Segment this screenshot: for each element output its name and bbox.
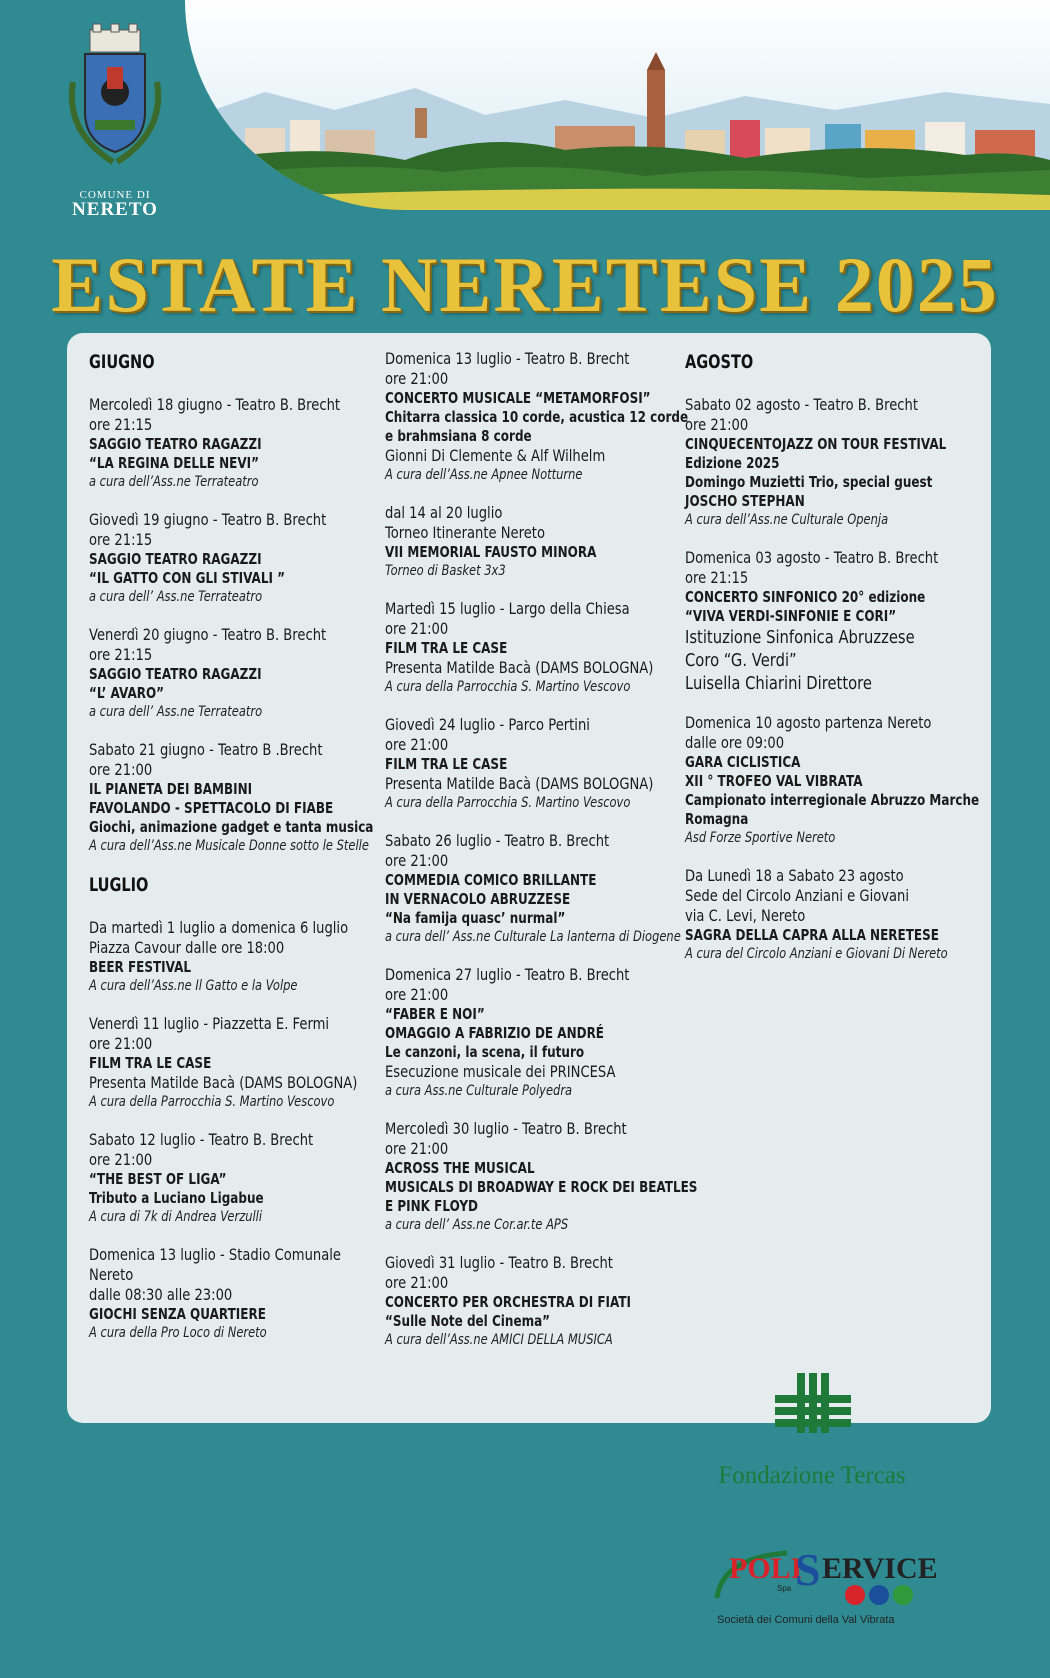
event-detail-line: ore 21:15 (685, 568, 749, 587)
event-title-line: JOSCHO STEPHAN (685, 492, 805, 510)
event-detail-line: ore 21:00 (89, 1150, 153, 1169)
poliservice-ervice: ERVICE (822, 1552, 938, 1585)
event-title-line: OMAGGIO A FABRIZIO DE ANDRÉ (385, 1024, 605, 1042)
event-organizer: A cura della Parrocchia S. Martino Vescovo (385, 679, 631, 695)
events-panel (67, 333, 991, 1626)
event-entry (89, 625, 379, 722)
event-organizer: A cura dell’Ass.ne Musicale Donne sotto le Stelle (89, 838, 369, 854)
event-detail-line: Esecuzione musicale dei PRINCESA (385, 1062, 616, 1081)
event-detail-line: dalle 08:30 alle 23:00 (89, 1285, 233, 1304)
event-detail-line: Venerdì 20 giugno - Teatro B. Brecht (89, 625, 327, 644)
crest-label-comune: COMUNE DI (79, 189, 151, 201)
event-title-line: VII MEMORIAL FAUSTO MINORA (385, 543, 597, 561)
event-title-line: CONCERTO MUSICALE “METAMORFOSI” (385, 389, 651, 407)
event-detail-line: Torneo Itinerante Nereto (385, 523, 545, 542)
events-column (89, 351, 379, 1361)
event-detail-line: Giovedì 31 luglio - Teatro B. Brecht (385, 1253, 613, 1272)
event-entry (685, 866, 985, 964)
event-title-line: Romagna (685, 810, 749, 828)
event-detail-line: Domenica 13 luglio - Stadio Comunale (89, 1245, 341, 1264)
event-entry (685, 395, 985, 530)
event-title-line: FILM TRA LE CASE (385, 755, 508, 773)
event-organizer: A cura dell’Ass.ne Apnee Notturne (385, 467, 583, 483)
event-detail-line: Sabato 26 luglio - Teatro B. Brecht (385, 831, 610, 850)
events-column (685, 351, 985, 982)
event-title-line: SAGRA DELLA CAPRA ALLA NERETESE (685, 926, 939, 944)
event-detail-line: Domenica 10 agosto partenza Nereto (685, 713, 932, 732)
event-title-line: GIOCHI SENZA QUARTIERE (89, 1305, 266, 1323)
event-title-line: COMMEDIA COMICO BRILLANTE (385, 871, 597, 889)
event-detail-line: ore 21:00 (685, 415, 749, 434)
event-organizer: A cura della Parrocchia S. Martino Vescovo (89, 1094, 335, 1110)
poliservice-s: S (795, 1544, 821, 1595)
event-title-line: CONCERTO PER ORCHESTRA DI FIATI (385, 1293, 632, 1311)
event-entry (89, 510, 379, 607)
event-title-line: FAVOLANDO - SPETTACOLO DI FIABE (89, 799, 334, 817)
event-entry (385, 1253, 685, 1350)
event-detail-line: Venerdì 11 luglio - Piazzetta E. Fermi (89, 1014, 330, 1033)
sponsor-logos (707, 1373, 987, 1678)
event-detail-line: Sabato 02 agosto - Teatro B. Brecht (685, 395, 918, 414)
event-detail-line: Mercoledì 30 luglio - Teatro B. Brecht (385, 1119, 627, 1138)
event-detail-line: Domenica 03 agosto - Teatro B. Brecht (685, 548, 939, 567)
event-entry (89, 1014, 379, 1112)
event-detail-line: ore 21:00 (385, 619, 449, 638)
event-title-line: “LA REGINA DELLE NEVI” (89, 454, 259, 472)
event-title-line: “VIVA VERDI-SINFONIE E CORI” (685, 607, 897, 625)
event-organizer: A cura dell’Ass.ne Il Gatto e la Volpe (89, 978, 298, 994)
event-organizer: A cura di 7k di Andrea Verzulli (89, 1209, 263, 1225)
event-entry (89, 1245, 379, 1343)
event-detail-line: Giovedì 24 luglio - Parco Pertini (385, 715, 590, 734)
event-title-line: SAGGIO TEATRO RAGAZZI (89, 435, 262, 453)
tercas-logo-icon (775, 1373, 851, 1433)
event-detail-line: ore 21:15 (89, 530, 153, 549)
event-detail-line: Da Lunedì 18 a Sabato 23 agosto (685, 866, 904, 885)
crest-label-nereto: NERETO (72, 199, 158, 220)
event-detail-line: Presenta Matilde Bacà (DAMS BOLOGNA) (385, 774, 654, 793)
event-detail-line: dalle ore 09:00 (685, 733, 785, 752)
event-entry (385, 349, 689, 485)
event-organizer: A cura della Parrocchia S. Martino Vescovo (385, 795, 631, 811)
event-title-line: IL PIANETA DEI BAMBINI (89, 780, 253, 798)
event-detail-line: Coro “G. Verdi” (685, 650, 797, 671)
event-title-line: “L’ AVARO” (89, 684, 165, 702)
blue-dot-icon (869, 1585, 889, 1605)
event-title-line: Chitarra classica 10 corde, acustica 12 corde (385, 408, 689, 426)
event-organizer: Torneo di Basket 3x3 (385, 563, 506, 579)
event-title-line: GARA CICLISTICA (685, 753, 801, 771)
event-organizer: a cura Ass.ne Culturale Polyedra (385, 1083, 573, 1099)
event-detail-line: ore 21:00 (89, 1034, 153, 1053)
event-detail-line: ore 21:00 (385, 1273, 449, 1292)
event-detail-line: ore 21:00 (385, 851, 449, 870)
event-detail-line: Domenica 27 luglio - Teatro B. Brecht (385, 965, 630, 984)
event-title-line: SAGGIO TEATRO RAGAZZI (89, 665, 262, 683)
event-title-line: “FABER E NOI” (385, 1005, 485, 1023)
event-title-line: CINQUECENTOJAZZ ON TOUR FESTIVAL (685, 435, 947, 453)
event-entry (89, 918, 379, 996)
tercas-name: Fondazione Tercas (718, 1462, 906, 1489)
event-detail-line: ore 21:00 (385, 1139, 449, 1158)
event-detail-line: Giovedì 19 giugno - Teatro B. Brecht (89, 510, 327, 529)
month-heading: AGOSTO (685, 351, 754, 373)
red-dot-icon (845, 1585, 865, 1605)
event-organizer: A cura del Circolo Anziani e Giovani Di Nereto (685, 946, 948, 962)
event-entry (685, 548, 985, 695)
event-detail-line: Da martedì 1 luglio a domenica 6 luglio (89, 918, 349, 937)
event-entry (385, 831, 685, 947)
event-title-line: ACROSS THE MUSICAL (385, 1159, 535, 1177)
event-entry (685, 713, 985, 848)
event-detail-line: Presenta Matilde Bacà (DAMS BOLOGNA) (89, 1073, 358, 1092)
event-title-line: CONCERTO SINFONICO 20° edizione (685, 588, 926, 606)
event-entry (89, 395, 379, 492)
event-detail-line: dal 14 al 20 luglio (385, 503, 503, 522)
event-detail-line: Sabato 12 luglio - Teatro B. Brecht (89, 1130, 314, 1149)
event-title-line: FILM TRA LE CASE (89, 1054, 212, 1072)
sponsor-logos-graphic (707, 1373, 987, 1673)
event-detail-line: Sabato 21 giugno - Teatro B .Brecht (89, 740, 323, 759)
events-column (385, 349, 698, 1368)
event-detail-line: ore 21:15 (89, 645, 153, 664)
event-organizer: a cura dell’ Ass.ne Cor.ar.te APS (385, 1217, 569, 1233)
event-title-line: Tributo a Luciano Ligabue (89, 1189, 264, 1207)
event-title-line: Giochi, animazione gadget e tanta musica (89, 818, 374, 836)
event-detail-line: Martedì 15 luglio - Largo della Chiesa (385, 599, 630, 618)
event-organizer: A cura dell’Ass.ne Culturale Openja (685, 512, 889, 528)
event-organizer: a cura dell’ Ass.ne Terrateatro (89, 589, 263, 605)
event-entry (89, 1130, 379, 1227)
event-title-line: “IL GATTO CON GLI STIVALI ” (89, 569, 286, 587)
page-title: ESTATE NERETESE 2025 (51, 241, 999, 328)
event-detail-line: ore 21:00 (89, 760, 153, 779)
event-entry (385, 965, 685, 1101)
event-title-line: “Sulle Note del Cinema” (385, 1312, 551, 1330)
event-detail-line: Sede del Circolo Anziani e Giovani (685, 886, 910, 905)
event-title-line: MUSICALS DI BROADWAY E ROCK DEI BEATLES (385, 1178, 698, 1196)
event-title-line: Edizione 2025 (685, 454, 780, 472)
coat-of-arms-icon (55, 22, 175, 182)
event-detail-line: Mercoledì 18 giugno - Teatro B. Brecht (89, 395, 341, 414)
comune-crest (50, 22, 180, 222)
town-panorama-image (185, 0, 1050, 210)
event-detail-line: Nereto (89, 1265, 134, 1284)
event-detail-line: Presenta Matilde Bacà (DAMS BOLOGNA) (385, 658, 654, 677)
event-title-line: XII ° TROFEO VAL VIBRATA (685, 772, 863, 790)
event-title-line: Campionato interregionale Abruzzo Marche (685, 791, 980, 809)
event-title-line: FILM TRA LE CASE (385, 639, 508, 657)
month-heading: GIUGNO (89, 351, 155, 373)
event-entry (385, 599, 685, 697)
event-title-line: SAGGIO TEATRO RAGAZZI (89, 550, 262, 568)
event-organizer: a cura dell’ Ass.ne Terrateatro (89, 704, 263, 720)
event-title-line: “Na famija quasc’ nurmal” (385, 909, 566, 927)
event-detail-line: Domenica 13 luglio - Teatro B. Brecht (385, 349, 630, 368)
event-organizer: Asd Forze Sportive Nereto (685, 830, 836, 846)
event-detail-line: Piazza Cavour dalle ore 18:00 (89, 938, 285, 957)
event-title-line: IN VERNACOLO ABRUZZESE (385, 890, 571, 908)
event-detail-line: ore 21:00 (385, 735, 449, 754)
event-detail-line: Gionni Di Clemente & Alf Wilhelm (385, 446, 606, 465)
event-detail-line: Luisella Chiarini Direttore (685, 673, 872, 694)
month-heading: LUGLIO (89, 874, 149, 896)
event-detail-line: ore 21:00 (385, 985, 449, 1004)
green-dot-icon (893, 1585, 913, 1605)
event-title-line: Le canzoni, la scena, il futuro (385, 1043, 585, 1061)
event-detail-line: Istituzione Sinfonica Abruzzese (685, 627, 915, 648)
poliservice-poli: POLI (729, 1552, 803, 1585)
event-entry (385, 1119, 698, 1235)
event-detail-line: via C. Levi, Nereto (685, 906, 806, 925)
event-organizer: A cura dell’Ass.ne AMICI DELLA MUSICA (385, 1332, 613, 1348)
event-title-line: “THE BEST OF LIGA” (89, 1170, 227, 1188)
event-entry (89, 740, 379, 856)
event-organizer: a cura dell’ Ass.ne Culturale La lanterna di Diogene (385, 929, 681, 945)
event-title-line: Domingo Muzietti Trio, special guest (685, 473, 933, 491)
event-title-line: e brahmsiana 8 corde (385, 427, 532, 445)
event-detail-line: ore 21:00 (385, 369, 449, 388)
poliservice-tagline: Società dei Comuni della Val Vibrata (717, 1614, 895, 1626)
event-title-line: BEER FESTIVAL (89, 958, 192, 976)
event-organizer: a cura dell’Ass.ne Terrateatro (89, 474, 259, 490)
event-entry (385, 715, 685, 813)
event-detail-line: ore 21:15 (89, 415, 153, 434)
poliservice-spa: Spa (777, 1584, 792, 1593)
event-title-line: E PINK FLOYD (385, 1197, 478, 1215)
event-entry (385, 503, 685, 581)
event-organizer: A cura della Pro Loco di Nereto (89, 1325, 267, 1341)
